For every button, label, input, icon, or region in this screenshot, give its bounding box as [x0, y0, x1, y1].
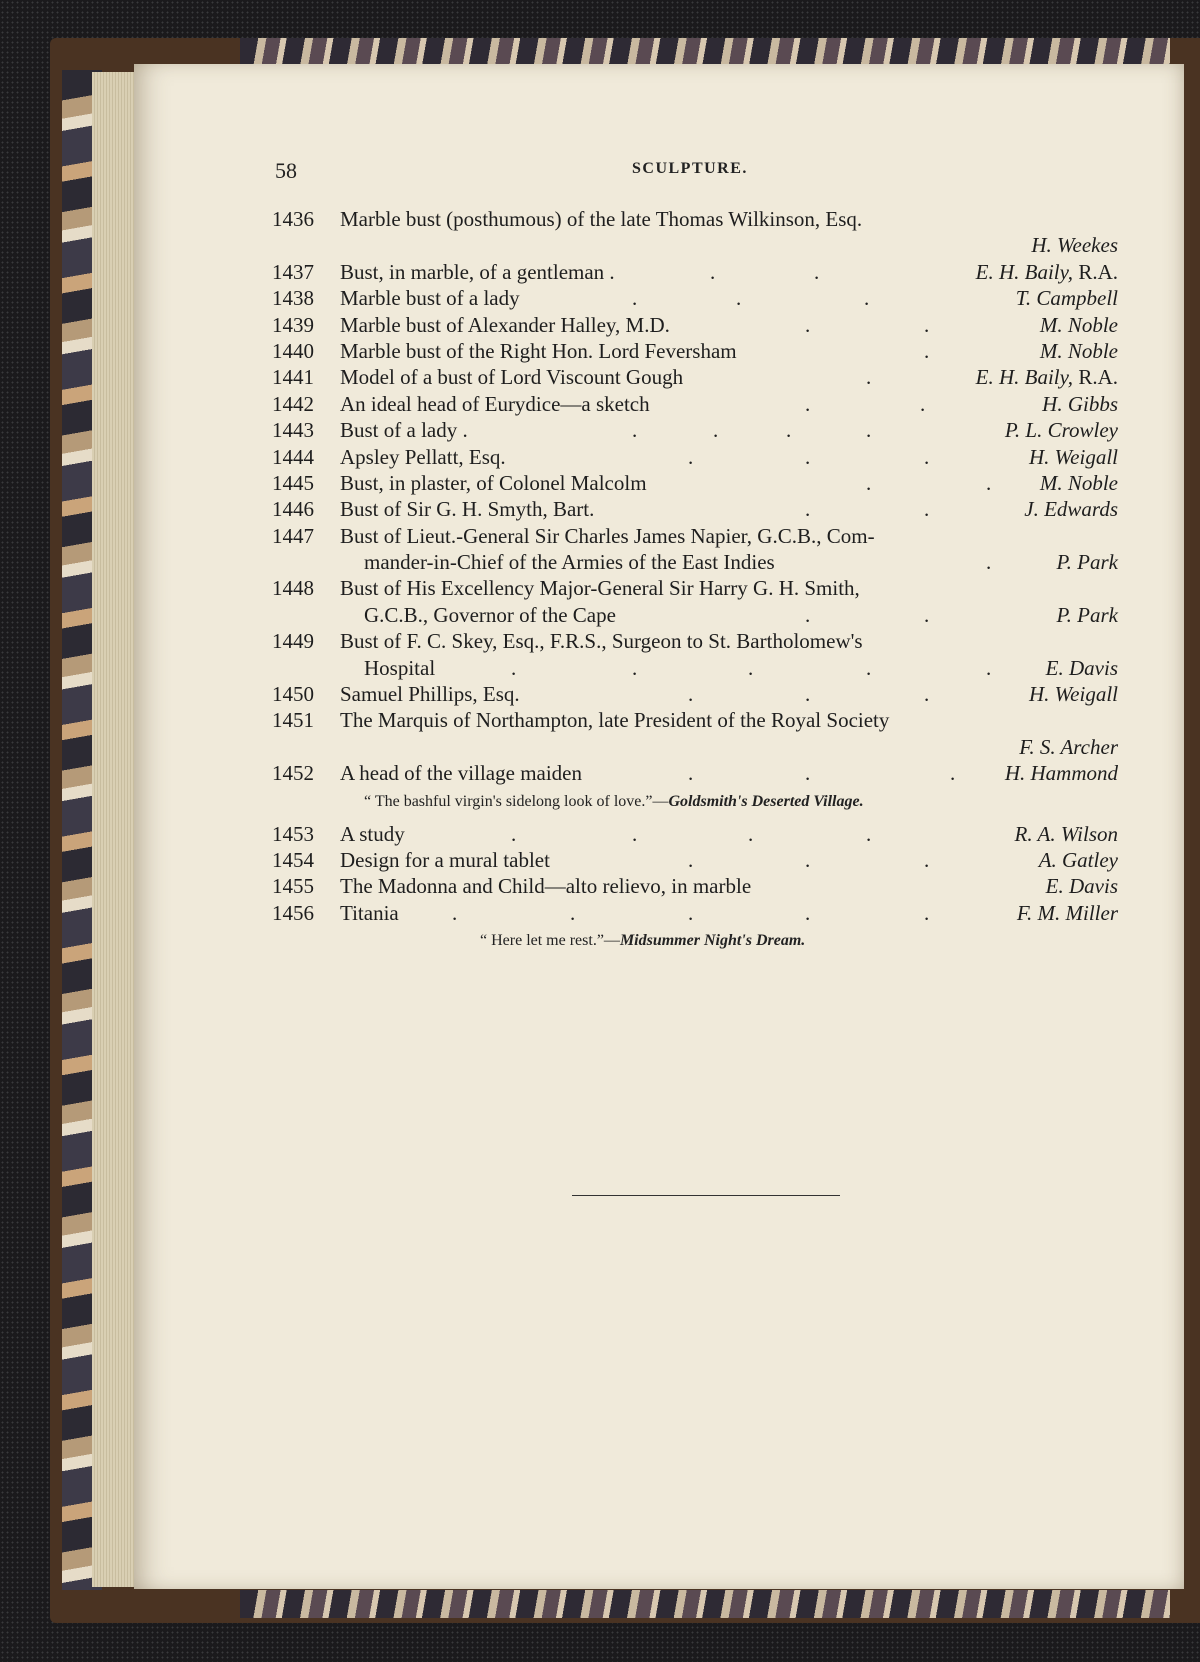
artist-suffix: R.A.	[1073, 259, 1118, 284]
catalogue-number: 1450	[272, 682, 314, 707]
leader-dot: .	[736, 286, 742, 311]
work-title: Marble bust of a lady	[340, 286, 520, 311]
leader-dot: .	[632, 821, 638, 846]
work-title: Bust of F. C. Skey, Esq., F.R.S., Surgeon to St. Bartholomew's	[340, 629, 863, 654]
entry-row-1448	[0, 575, 1200, 601]
marbled-edge-top	[240, 38, 1170, 66]
artist-text: H. Hammond	[1004, 761, 1118, 786]
artist-name	[976, 364, 1118, 390]
artist-name	[1040, 338, 1118, 364]
artist-name	[1046, 873, 1118, 899]
leader-dots	[0, 312, 1200, 338]
quote-text	[364, 787, 864, 817]
artist-name	[1005, 760, 1118, 786]
leader-dot: .	[805, 602, 811, 627]
entry-row-1452	[0, 760, 1200, 786]
work-title: Bust of a lady .	[340, 418, 468, 443]
leader-dot: .	[688, 444, 694, 469]
page-number: 58	[275, 158, 297, 183]
catalogue-number: 1444	[272, 444, 314, 469]
entry-row-1438	[0, 285, 1200, 311]
entry-row-1436	[0, 206, 1200, 232]
work-title: Model of a bust of Lord Viscount Gough	[340, 365, 684, 390]
artist-name	[1039, 847, 1118, 873]
artist-text: P. Park	[1056, 602, 1118, 627]
artist-text: T. Campbell	[1015, 286, 1118, 311]
work-title: Marble bust of the Right Hon. Lord Feversham	[340, 338, 737, 363]
entry-row-1440	[0, 338, 1200, 364]
artist-name	[1046, 655, 1118, 681]
catalogue-number: 1452	[272, 761, 314, 786]
leader-dot: .	[924, 602, 930, 627]
catalogue-number: 1454	[272, 847, 314, 872]
entry-row-1445	[0, 470, 1200, 496]
leader-dots	[0, 681, 1200, 707]
catalogue-number: 1446	[272, 497, 314, 522]
work-title: Bust, in marble, of a gentleman .	[340, 259, 615, 284]
work-title: An ideal head of Eurydice—a sketch	[340, 391, 650, 416]
work-title: The Marquis of Northampton, late President of the Royal Society	[340, 708, 890, 733]
leader-dot: .	[924, 312, 930, 337]
entry-row-1450	[0, 681, 1200, 707]
leader-dots	[0, 391, 1200, 417]
artist-name	[1040, 470, 1118, 496]
entry-row-1451	[0, 707, 1200, 733]
leader-dots	[0, 496, 1200, 522]
entry-row-1446	[0, 496, 1200, 522]
entry-row-1454	[0, 847, 1200, 873]
catalogue-number: 1445	[272, 470, 314, 495]
artist-text: P. L. Crowley	[1004, 418, 1118, 443]
leader-dot: .	[805, 682, 811, 707]
work-title: Bust, in plaster, of Colonel Malcolm	[340, 470, 647, 495]
leader-dots	[0, 847, 1200, 873]
leader-dot: .	[805, 900, 811, 925]
work-title: Bust of His Excellency Major-General Sir Harry G. H. Smith,	[340, 576, 860, 601]
artist-text: A. Gatley	[1038, 847, 1118, 872]
leader-dots	[0, 549, 1200, 575]
catalogue-number: 1448	[272, 576, 314, 601]
leader-dot: .	[713, 418, 719, 443]
leader-dot: .	[805, 312, 811, 337]
quote-text	[480, 926, 805, 956]
artist-text: E. H. Baily,	[975, 259, 1074, 284]
leader-dot: .	[786, 418, 792, 443]
leader-dot: .	[924, 900, 930, 925]
artist-text: J. Edwards	[1024, 497, 1118, 522]
entry-row-1437	[0, 259, 1200, 285]
leader-dot: .	[805, 391, 811, 416]
catalogue-number: 1451	[272, 708, 314, 733]
artist-name	[1017, 900, 1118, 926]
entry-row-1453	[0, 821, 1200, 847]
work-title: Marble bust (posthumous) of the late Thomas Wilkinson, Esq.	[340, 207, 863, 231]
running-head	[0, 158, 1200, 188]
catalogue-number: 1453	[272, 821, 314, 846]
leader-dot: .	[688, 847, 694, 872]
leader-dot: .	[866, 655, 872, 680]
leader-dot: .	[924, 682, 930, 707]
marbled-edge-bottom	[240, 1590, 1170, 1618]
leader-dot: .	[632, 655, 638, 680]
catalogue-number: 1438	[272, 286, 314, 311]
catalogue-number: 1443	[272, 418, 314, 443]
work-title: Samuel Phillips, Esq.	[340, 682, 520, 707]
work-title: The Madonna and Child—alto relievo, in marble	[340, 874, 752, 899]
leader-dots	[0, 338, 1200, 364]
catalogue-number: 1439	[272, 312, 314, 337]
entry-row-1441	[0, 364, 1200, 390]
artist-name	[1029, 444, 1118, 470]
leader-dot: .	[688, 682, 694, 707]
leader-dots	[0, 602, 1200, 628]
leader-dot: .	[924, 497, 930, 522]
work-title: A study	[340, 821, 405, 846]
work-title: G.C.B., Governor of the Cape	[364, 602, 616, 627]
leader-dot: .	[710, 259, 716, 284]
artist-name	[1042, 391, 1118, 417]
leader-dot: .	[748, 821, 754, 846]
artist-name	[1024, 496, 1118, 522]
artist-name	[1005, 417, 1118, 443]
quote-source: Midsummer Night's Dream.	[619, 932, 806, 950]
catalogue-number: 1449	[272, 629, 314, 654]
catalogue-number: 1441	[272, 365, 314, 390]
artist-text: H. Gibbs	[1042, 391, 1118, 416]
entry-continuation-1447	[0, 549, 1200, 575]
leader-dots	[0, 470, 1200, 496]
artist-text: E. Davis	[1045, 874, 1118, 899]
entry-row-1439	[0, 312, 1200, 338]
catalogue-number: 1442	[272, 391, 314, 416]
epigraph-quote	[0, 787, 1200, 821]
leader-dot: .	[805, 847, 811, 872]
leader-dot: .	[570, 900, 576, 925]
leader-dot: .	[805, 761, 811, 786]
entry-row-1449	[0, 628, 1200, 654]
entry-row-1455	[0, 873, 1200, 899]
leader-dots	[0, 444, 1200, 470]
artist-row-1436	[0, 232, 1200, 258]
leader-dot: .	[748, 655, 754, 680]
work-title: Titania	[340, 900, 399, 925]
entry-row-1443	[0, 417, 1200, 443]
catalogue-number: 1440	[272, 338, 314, 363]
artist-text: R. A. Wilson	[1014, 821, 1118, 846]
artist-name: H. Weekes	[1031, 233, 1118, 258]
catalogue-number: 1456	[272, 900, 314, 925]
catalogue-number: 1436	[272, 207, 314, 231]
artist-name	[1040, 312, 1118, 338]
artist-text: M. Noble	[1039, 312, 1118, 337]
epigraph-quote	[0, 926, 1200, 960]
artist-text: M. Noble	[1039, 470, 1118, 495]
work-title: Marble bust of Alexander Halley, M.D.	[340, 312, 670, 337]
entry-row-1456	[0, 900, 1200, 926]
leader-dot: .	[688, 761, 694, 786]
artist-text: H. Weigall	[1028, 444, 1118, 469]
leader-dot: .	[511, 821, 517, 846]
artist-text: P. Park	[1056, 550, 1118, 575]
artist-text: E. H. Baily,	[975, 365, 1074, 390]
artist-name	[1016, 285, 1118, 311]
leader-dot: .	[632, 418, 638, 443]
entry-row-1447	[0, 523, 1200, 549]
catalogue-number: 1455	[272, 874, 314, 899]
artist-suffix: R.A.	[1073, 365, 1118, 390]
leader-dot: .	[924, 847, 930, 872]
leader-dot: .	[920, 391, 926, 416]
artist-name: F. S. Archer	[1019, 734, 1118, 759]
leader-dots	[0, 655, 1200, 681]
leader-dot: .	[452, 900, 458, 925]
leader-dot: .	[986, 655, 992, 680]
leader-dot: .	[866, 470, 872, 495]
leader-dot: .	[924, 444, 930, 469]
work-title: mander-in-Chief of the Armies of the East Indies	[364, 550, 775, 575]
artist-name	[976, 259, 1118, 285]
entry-continuation-1449	[0, 655, 1200, 681]
work-title: Design for a mural tablet	[340, 847, 550, 872]
leader-dot: .	[866, 821, 872, 846]
leader-dot: .	[814, 259, 820, 284]
artist-name	[1057, 549, 1118, 575]
leader-dot: .	[866, 365, 872, 390]
catalogue-entries	[0, 206, 1200, 960]
catalogue-number: 1437	[272, 259, 314, 284]
leader-dot: .	[805, 444, 811, 469]
work-title: Apsley Pellatt, Esq.	[340, 444, 506, 469]
leader-dot: .	[986, 470, 992, 495]
artist-row-1451	[0, 734, 1200, 760]
work-title: Bust of Lieut.-General Sir Charles James Napier, G.C.B., Com-	[340, 523, 875, 548]
leader-dot: .	[864, 286, 870, 311]
section-title: SCULPTURE.	[632, 160, 748, 177]
entry-row-1444	[0, 444, 1200, 470]
leader-dot: .	[866, 418, 872, 443]
leader-dot: .	[924, 338, 930, 363]
closing-rule	[572, 1195, 840, 1196]
artist-text: H. Weigall	[1028, 682, 1118, 707]
leader-dot: .	[950, 761, 956, 786]
leader-dot: .	[986, 550, 992, 575]
artist-text: E. Davis	[1045, 655, 1118, 680]
catalogue-number: 1447	[272, 523, 314, 548]
work-title: Bust of Sir G. H. Smyth, Bart.	[340, 497, 595, 522]
artist-name	[1015, 821, 1118, 847]
quote-body: “ Here let me rest.”—	[480, 932, 620, 950]
work-title: Hospital	[364, 655, 436, 680]
leader-dot: .	[688, 900, 694, 925]
artist-name	[1029, 681, 1118, 707]
leader-dot: .	[511, 655, 517, 680]
artist-text: M. Noble	[1039, 338, 1118, 363]
work-title: A head of the village maiden	[340, 761, 583, 786]
entry-continuation-1448	[0, 602, 1200, 628]
quote-body: “ The bashful virgin's sidelong look of love.”—	[364, 792, 669, 810]
leader-dot: .	[805, 497, 811, 522]
entry-row-1442	[0, 391, 1200, 417]
artist-name	[1057, 602, 1118, 628]
artist-text: F. M. Miller	[1016, 900, 1118, 925]
leader-dot: .	[632, 286, 638, 311]
quote-source: Goldsmith's Deserted Village.	[668, 792, 864, 810]
